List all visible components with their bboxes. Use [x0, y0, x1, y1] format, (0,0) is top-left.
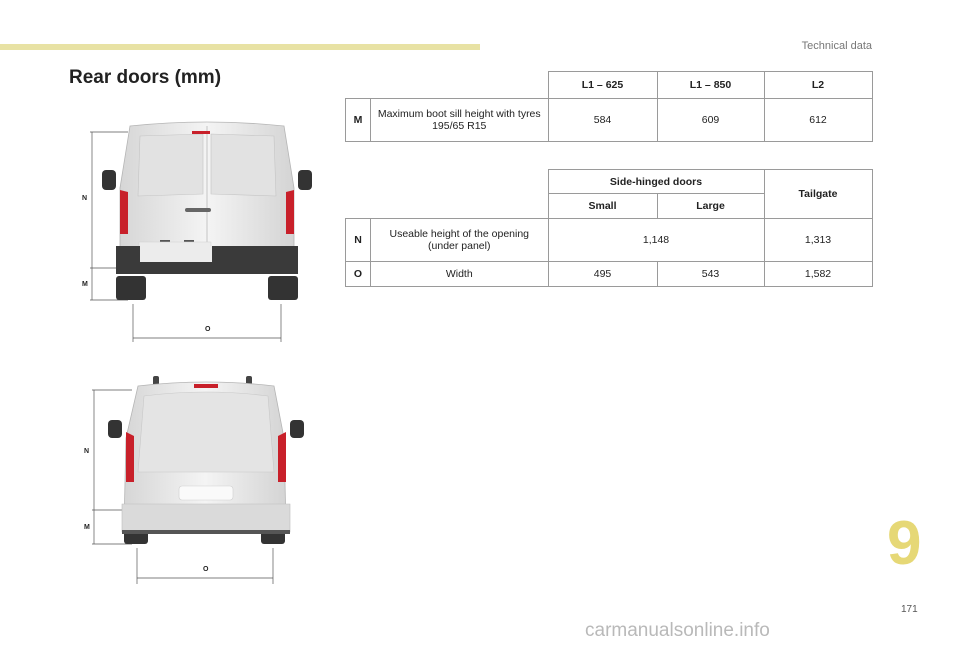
chapter-number: 9: [887, 509, 922, 578]
dimension-label-o: O: [205, 326, 211, 333]
section-label: Technical data: [801, 40, 872, 52]
table-header-row: [346, 72, 873, 99]
row-key: N: [346, 218, 371, 261]
table-cell: 609: [657, 98, 764, 141]
row-label: Useable height of the opening (under panel): [371, 218, 549, 261]
page-number: 171: [901, 604, 918, 615]
table-cell: 1,313: [764, 218, 872, 261]
table-row: [346, 98, 873, 141]
dimension-label-m: M: [84, 524, 90, 531]
row-key: M: [346, 98, 371, 141]
tailgate-van-diagram: [78, 374, 318, 586]
side-hinged-van-diagram: [72, 118, 312, 346]
table-cell: 495: [548, 261, 657, 286]
boot-sill-table: [345, 71, 873, 142]
table-cell: 1,148: [548, 218, 764, 261]
table-header-row: [346, 170, 873, 194]
watermark: carmanualsonline.info: [585, 620, 770, 641]
column-header: L1 – 625: [548, 72, 657, 99]
table-cell: 612: [764, 98, 872, 141]
door-opening-table: [345, 169, 873, 287]
row-key: O: [346, 261, 371, 286]
column-header: Small: [548, 194, 657, 219]
header-accent-bar: [0, 44, 480, 50]
dimension-label-n: N: [84, 448, 90, 455]
column-header: Tailgate: [764, 170, 872, 219]
dimension-label-m: M: [82, 281, 88, 288]
column-group-header: Side-hinged doors: [548, 170, 764, 194]
table-cell: 543: [657, 261, 764, 286]
column-header: Large: [657, 194, 764, 219]
column-header: L1 – 850: [657, 72, 764, 99]
table-row: [346, 261, 873, 286]
row-label: Maximum boot sill height with tyres 195/65 R15: [371, 98, 549, 141]
column-header: L2: [764, 72, 872, 99]
table-cell: 584: [548, 98, 657, 141]
dimension-label-n: N: [82, 195, 88, 202]
dimension-label-o: O: [203, 566, 209, 573]
table-row: [346, 218, 873, 261]
page-title: Rear doors (mm): [69, 67, 222, 88]
row-label: Width: [371, 261, 549, 286]
table-cell: 1,582: [764, 261, 872, 286]
